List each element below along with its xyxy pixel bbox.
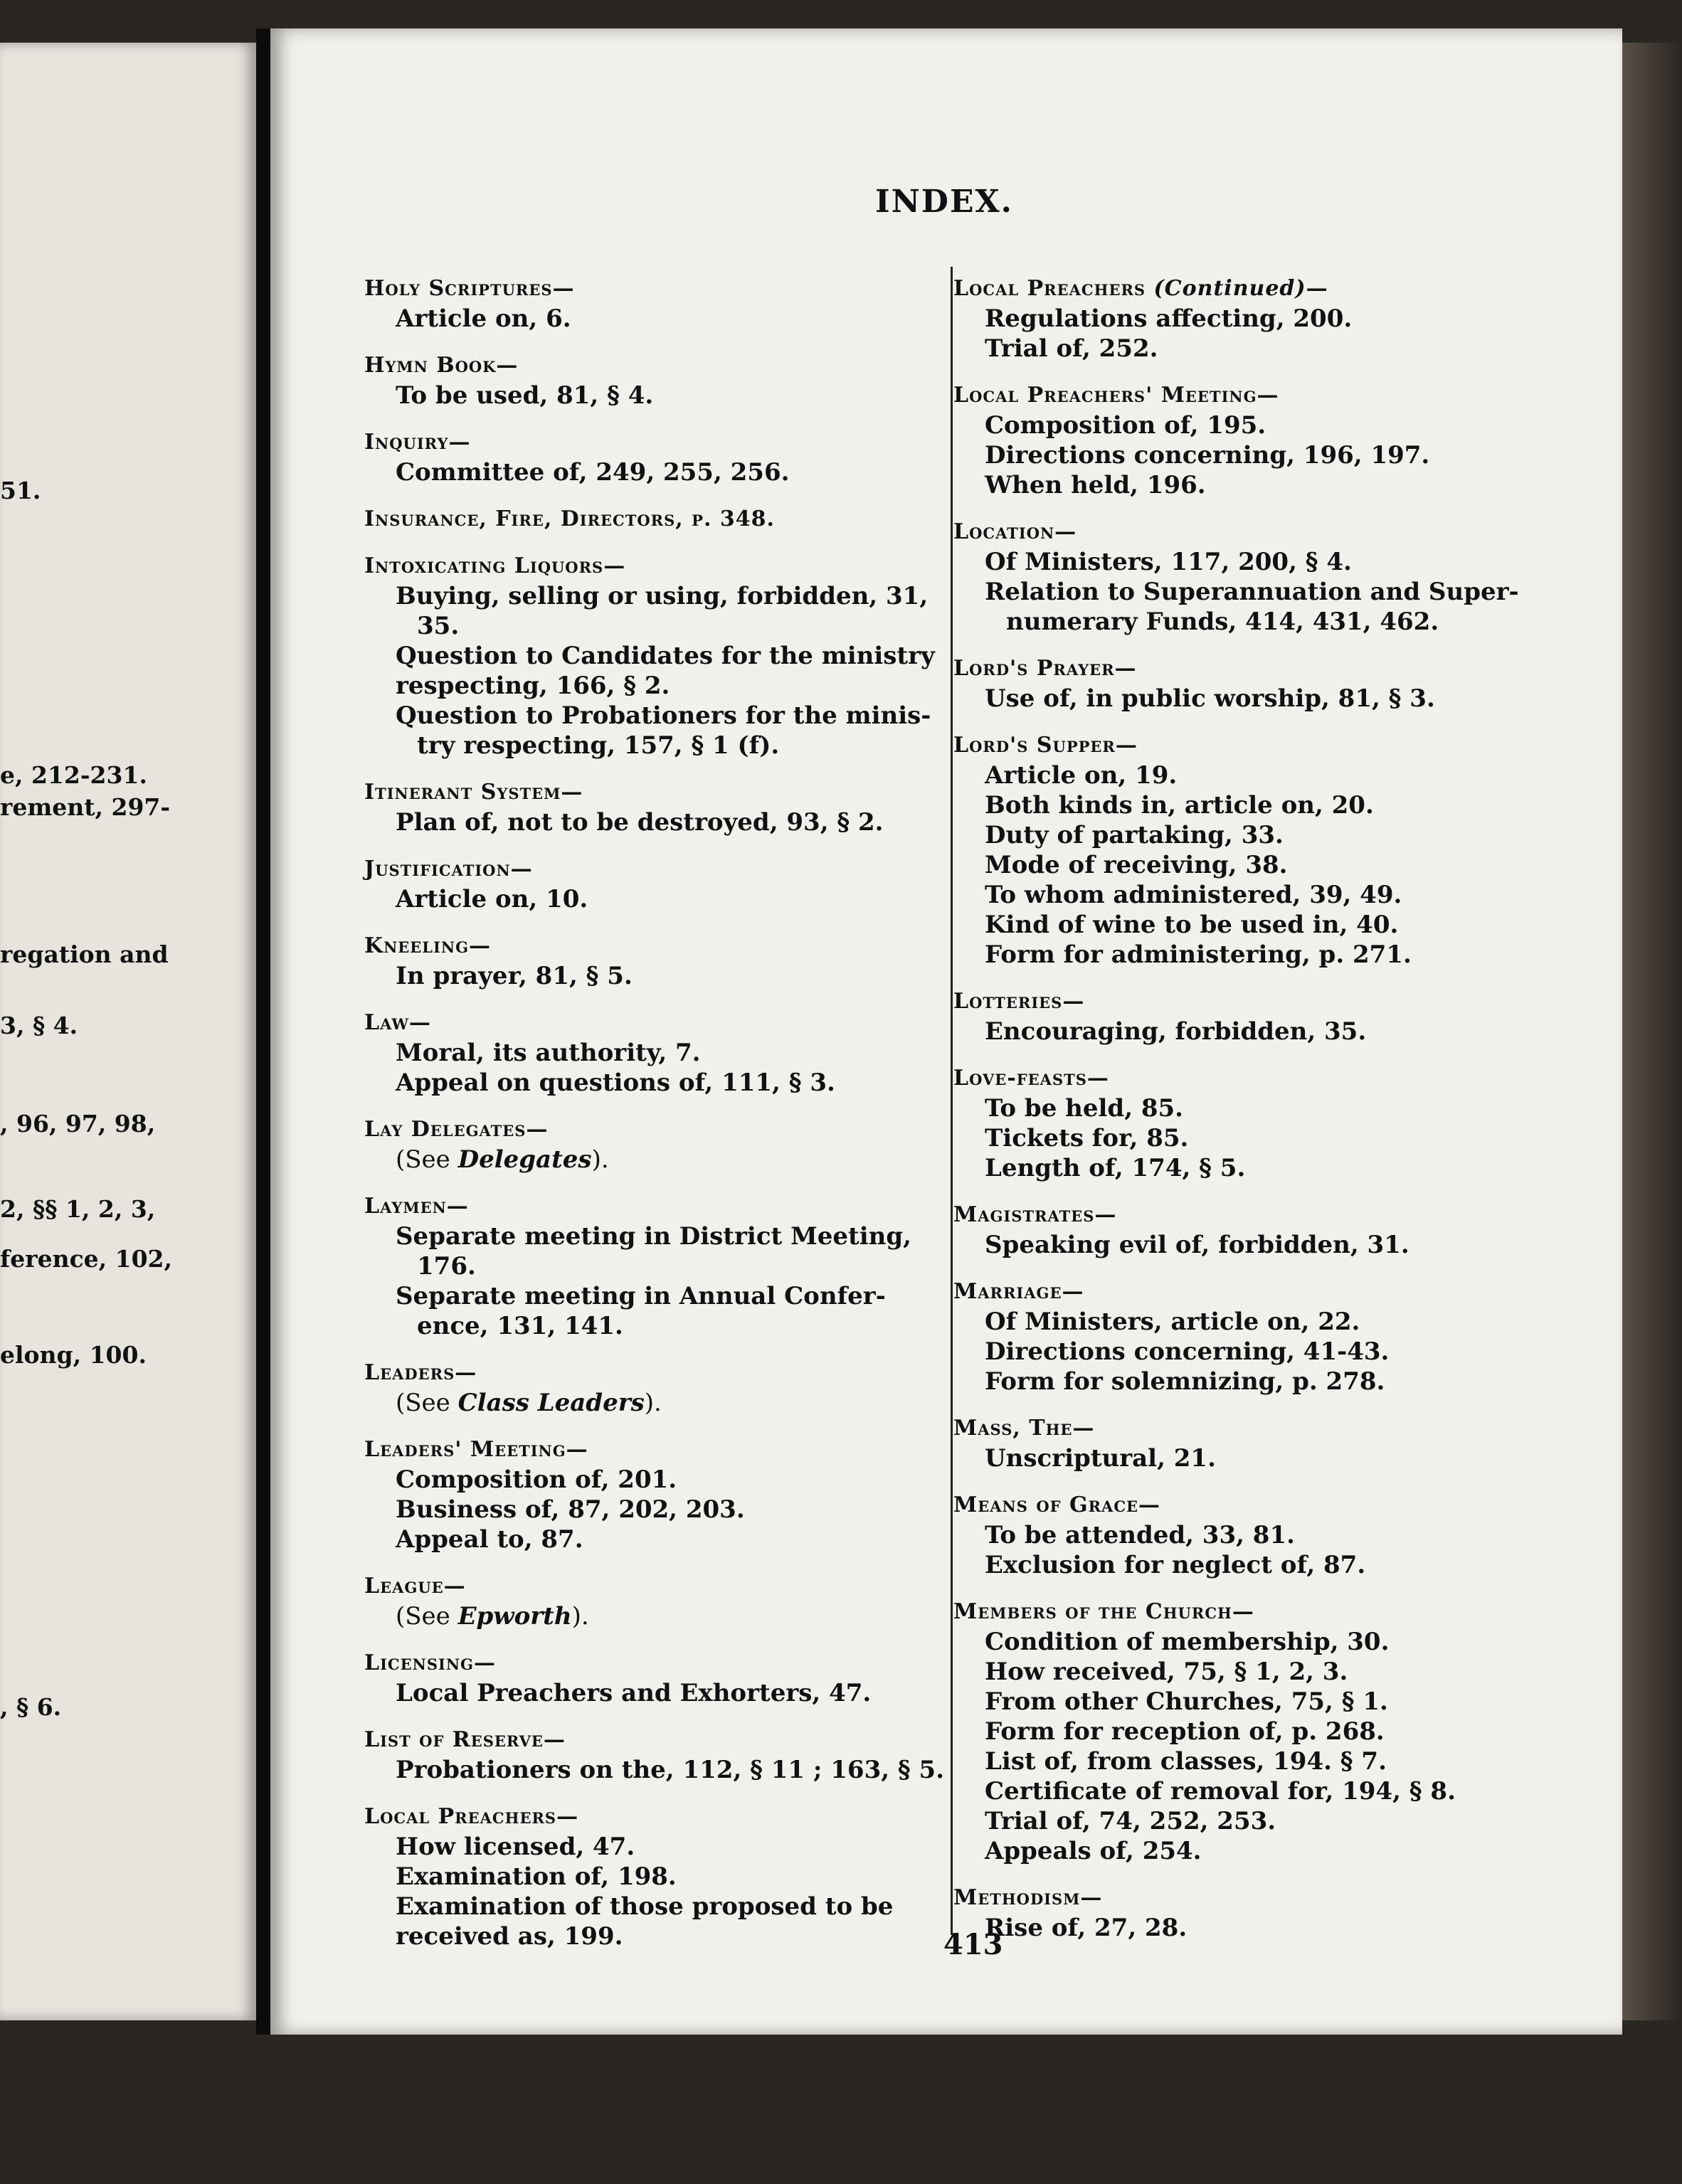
entry-subline: Duty of partaking, 33. — [985, 821, 1284, 849]
index-entry — [364, 1802, 948, 1951]
see-target: Delegates — [457, 1145, 592, 1174]
see-target: Class Leaders — [457, 1389, 645, 1417]
entry-subline: respecting, 166, § 2. — [396, 672, 670, 700]
entry-heading-text: Local Preachers' Meeting— — [953, 383, 1279, 408]
entry-subline: Committee of, 249, 255, 256. — [396, 458, 790, 487]
entry-heading-text: Holy Scriptures— — [364, 276, 575, 301]
entry-heading — [953, 1277, 1523, 1307]
entry-subline: Trial of, 74, 252, 253. — [985, 1807, 1276, 1835]
entry-heading-text: Marriage— — [953, 1279, 1084, 1304]
index-entry — [953, 1064, 1523, 1183]
index-entry — [953, 381, 1523, 500]
entry-heading-text: Love-feasts— — [953, 1066, 1109, 1091]
index-column-right — [953, 274, 1523, 1960]
entry-subline: Question to Probationers for the minis- — [396, 701, 931, 730]
see-prefix: (See — [396, 1389, 458, 1417]
page-number: 413 — [943, 1928, 1003, 1961]
entry-heading — [953, 274, 1523, 304]
entry-subline: received as, 199. — [396, 1922, 623, 1951]
entry-heading — [953, 517, 1523, 547]
entry-subline: Tickets for, 85. — [985, 1124, 1189, 1152]
index-entry — [364, 1571, 948, 1631]
entry-subline: Composition of, 195. — [985, 411, 1266, 440]
entry-subline: Regulations affecting, 200. — [985, 304, 1353, 333]
entry-heading-text: Itinerant System— — [364, 780, 583, 805]
entry-subline: Unscriptural, 21. — [985, 1444, 1216, 1473]
entry-subline: ence, 131, 141. — [417, 1312, 623, 1340]
left-page-fragment: regation and — [0, 940, 169, 968]
index-entry — [953, 1883, 1523, 1943]
see-suffix: ). — [591, 1145, 609, 1174]
entry-subline: 35. — [417, 612, 460, 640]
entry-subline: Of Ministers, 117, 200, § 4. — [985, 548, 1352, 576]
index-entry — [953, 654, 1523, 714]
entry-heading — [364, 931, 948, 961]
left-page-fragment: ference, 102, — [0, 1245, 173, 1273]
index-entry — [364, 1115, 948, 1175]
entry-heading — [953, 1414, 1523, 1443]
entry-subline: List of, from classes, 194. § 7. — [985, 1747, 1387, 1776]
entry-heading — [364, 1358, 948, 1388]
entry-subline: In prayer, 81, § 5. — [396, 962, 633, 990]
entry-subline: Appeals of, 254. — [985, 1837, 1202, 1865]
entry-subline: Rise of, 27, 28. — [985, 1914, 1188, 1942]
book-gutter — [256, 28, 270, 2035]
entry-subline: Article on, 10. — [396, 885, 588, 913]
index-entry — [953, 1414, 1523, 1473]
entry-heading-text: Local Preachers — [953, 276, 1146, 301]
entry-heading — [364, 1725, 948, 1755]
entry-heading — [364, 351, 948, 381]
left-page-fragment: e, 212-231. — [0, 761, 147, 789]
entry-subline: How licensed, 47. — [396, 1833, 635, 1861]
entry-subline: try respecting, 157, § 1 (f). — [417, 731, 780, 760]
index-entry — [364, 1192, 948, 1341]
entry-heading — [364, 551, 948, 581]
see-prefix: (See — [396, 1602, 458, 1631]
entry-heading — [953, 1064, 1523, 1093]
entry-heading — [364, 1115, 948, 1145]
index-entry — [364, 351, 948, 410]
column-divider — [951, 267, 953, 1935]
entry-heading — [953, 1490, 1523, 1520]
entry-subline: Directions concerning, 41-43. — [985, 1337, 1390, 1366]
entry-subline: Examination of, 198. — [396, 1862, 677, 1891]
entry-heading-text: Mass, The— — [953, 1416, 1095, 1441]
left-page-fragment: , 96, 97, 98, — [0, 1110, 156, 1138]
entry-subline: To whom administered, 39, 49. — [985, 881, 1402, 909]
entry-heading — [953, 381, 1523, 410]
entry-heading-text: Means of Grace— — [953, 1493, 1161, 1517]
index-column-left — [364, 274, 948, 1968]
see-reference — [364, 1388, 948, 1418]
see-reference — [364, 1145, 948, 1175]
entry-heading-text: Lord's Supper— — [953, 733, 1138, 758]
entry-heading-text: Law— — [364, 1010, 431, 1035]
left-page-fragment: 51. — [0, 477, 41, 504]
entry-heading — [364, 504, 948, 534]
entry-heading — [953, 731, 1523, 760]
index-entry — [364, 1725, 948, 1785]
left-page-fragment: 2, §§ 1, 2, 3, — [0, 1195, 156, 1223]
entry-subline: Article on, 6. — [396, 304, 571, 333]
entry-subline: Article on, 19. — [985, 761, 1178, 790]
entry-subline: Mode of receiving, 38. — [985, 851, 1288, 879]
index-entry — [364, 1648, 948, 1708]
index-entry — [364, 854, 948, 914]
entry-heading-text: Justification— — [364, 857, 533, 881]
entry-heading-text: Hymn Book— — [364, 353, 519, 378]
entry-subline: Directions concerning, 196, 197. — [985, 441, 1430, 470]
entry-subline: To be attended, 33, 81. — [985, 1521, 1295, 1549]
entry-heading-text: Kneeling— — [364, 933, 492, 958]
entry-subline: Local Preachers and Exhorters, 47. — [396, 1679, 872, 1707]
entry-heading — [364, 778, 948, 807]
entry-subline: Business of, 87, 202, 203. — [396, 1495, 745, 1524]
entry-heading-text: Inquiry— — [364, 430, 471, 455]
index-entry — [364, 778, 948, 837]
index-entry — [953, 517, 1523, 637]
entry-heading — [364, 1571, 948, 1601]
entry-heading-note: (Continued) — [1153, 276, 1306, 301]
entry-heading-text: Intoxicating Liquors— — [364, 553, 626, 578]
index-entry — [364, 1358, 948, 1418]
entry-subline: Exclusion for neglect of, 87. — [985, 1551, 1366, 1579]
entry-subline: Examination of those proposed to be — [396, 1892, 894, 1921]
entry-heading-text: Leaders— — [364, 1360, 477, 1385]
index-entry — [953, 1200, 1523, 1260]
entry-subline: To be held, 85. — [985, 1094, 1184, 1123]
entry-subline: Relation to Superannuation and Super- — [985, 578, 1519, 606]
index-entry — [364, 504, 948, 534]
see-prefix: (See — [396, 1145, 458, 1174]
left-page-fragment: rement, 297- — [0, 793, 171, 821]
index-entry — [364, 931, 948, 991]
entry-heading — [364, 428, 948, 457]
entry-subline: From other Churches, 75, § 1. — [985, 1687, 1388, 1716]
entry-heading-text: List of Reserve— — [364, 1727, 566, 1752]
index-entry — [364, 1435, 948, 1554]
entry-heading-text: League— — [364, 1574, 466, 1599]
see-suffix: ). — [644, 1389, 662, 1417]
entry-subline: Composition of, 201. — [396, 1465, 677, 1494]
entry-subline: Form for administering, p. 271. — [985, 940, 1412, 969]
entry-subline: Probationers on the, 112, § 11 ; 163, § 5. — [396, 1756, 945, 1784]
entry-heading — [364, 1648, 948, 1678]
entry-heading-text: Laymen— — [364, 1194, 469, 1219]
entry-subline: How received, 75, § 1, 2, 3. — [985, 1658, 1348, 1686]
entry-subline: Condition of membership, 30. — [985, 1628, 1390, 1656]
entry-subline: To be used, 81, § 4. — [396, 381, 654, 410]
entry-subline: Form for solemnizing, p. 278. — [985, 1367, 1385, 1396]
entry-subline: Length of, 174, § 5. — [985, 1154, 1246, 1182]
entry-heading — [364, 854, 948, 884]
entry-subline: When held, 196. — [985, 471, 1206, 499]
entry-subline: Separate meeting in Annual Confer- — [396, 1282, 886, 1310]
entry-heading-text: Location— — [953, 519, 1077, 544]
page-title: INDEX. — [875, 184, 1013, 220]
entry-subline: Of Ministers, article on, 22. — [985, 1308, 1360, 1336]
entry-heading-text: Lay Delegates— — [364, 1117, 549, 1142]
entry-subline: Appeal on questions of, 111, § 3. — [396, 1069, 835, 1097]
index-entry — [953, 274, 1523, 364]
entry-heading-text: Local Preachers— — [364, 1804, 579, 1829]
entry-subline: 176. — [417, 1252, 476, 1281]
entry-heading — [953, 1597, 1523, 1627]
entry-subline: Both kinds in, article on, 20. — [985, 791, 1374, 820]
entry-heading — [364, 1435, 948, 1465]
see-reference — [364, 1601, 948, 1631]
entry-subline: Use of, in public worship, 81, § 3. — [985, 684, 1435, 713]
entry-subline: Trial of, 252. — [985, 334, 1158, 363]
see-target: Epworth — [457, 1602, 572, 1631]
entry-subline: Buying, selling or using, forbidden, 31, — [396, 582, 929, 610]
index-entry — [953, 1277, 1523, 1396]
entry-subline: Certificate of removal for, 194, § 8. — [985, 1777, 1456, 1806]
left-page-fragment: elong, 100. — [0, 1341, 147, 1369]
index-entry — [953, 731, 1523, 970]
entry-heading — [953, 1200, 1523, 1230]
left-page — [0, 43, 256, 2020]
entry-subline: Appeal to, 87. — [396, 1525, 583, 1554]
entry-subline: Encouraging, forbidden, 35. — [985, 1017, 1367, 1046]
entry-heading-text: Leaders' Meeting— — [364, 1437, 588, 1462]
entry-subline: Kind of wine to be used in, 40. — [985, 911, 1399, 939]
left-page-fragment: , § 6. — [0, 1693, 62, 1721]
index-entry — [364, 1008, 948, 1098]
entry-subline: Moral, its authority, 7. — [396, 1039, 701, 1067]
index-entry — [953, 987, 1523, 1046]
page-edge — [1622, 43, 1682, 2020]
entry-subline: Separate meeting in District Meeting, — [396, 1222, 911, 1251]
entry-heading — [953, 987, 1523, 1017]
index-entry — [364, 428, 948, 487]
entry-subline: numerary Funds, 414, 431, 462. — [1006, 608, 1439, 636]
entry-subline: Question to Candidates for the ministry — [396, 642, 935, 670]
entry-heading-dash: — — [1306, 276, 1328, 301]
entry-heading — [953, 1883, 1523, 1913]
index-entry — [953, 1490, 1523, 1580]
entry-heading-text: Members of the Church— — [953, 1599, 1254, 1624]
entry-heading — [364, 1802, 948, 1832]
entry-heading-text: Lotteries— — [953, 989, 1085, 1014]
entry-heading — [364, 274, 948, 304]
entry-heading-text: Insurance, Fire, Directors, p. 348. — [364, 507, 775, 531]
entry-heading-text: Lord's Prayer— — [953, 656, 1137, 681]
entry-heading-text: Magistrates— — [953, 1202, 1117, 1227]
entry-subline: Plan of, not to be destroyed, 93, § 2. — [396, 808, 884, 837]
entry-heading-text: Licensing— — [364, 1650, 496, 1675]
entry-heading — [364, 1008, 948, 1038]
entry-heading — [953, 654, 1523, 684]
see-suffix: ). — [571, 1602, 589, 1631]
left-page-fragment: 3, § 4. — [0, 1012, 78, 1039]
index-entry — [953, 1597, 1523, 1866]
entry-heading-text: Methodism— — [953, 1885, 1103, 1910]
index-entry — [364, 274, 948, 334]
index-entry — [364, 551, 948, 760]
entry-subline: Form for reception of, p. 268. — [985, 1717, 1385, 1746]
entry-subline: Speaking evil of, forbidden, 31. — [985, 1231, 1409, 1259]
entry-heading — [364, 1192, 948, 1221]
